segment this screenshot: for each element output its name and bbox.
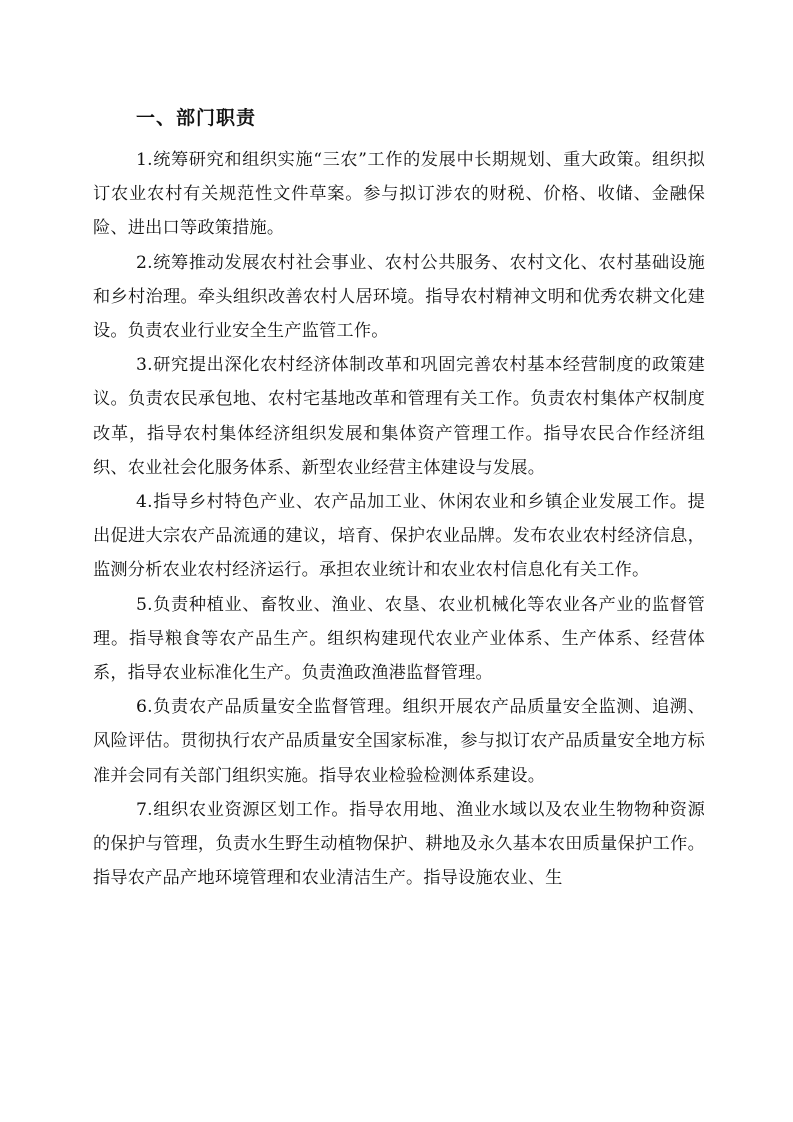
paragraph-4: 4.指导乡村特色产业、农产品加工业、休闲农业和乡镇企业发展工作。提出促进大宗农产品流通的建议，培育、保护农业品牌。发布农业农村经济信息，监测分析农业农村经济运行。承担农业统计和农业农村信息化有关工作。 [93,492,705,581]
paragraph-2: 2.统筹推动发展农村社会事业、农村公共服务、农村文化、农村基础设施和乡村治理。牵头组织改善农村人居环境。指导农村精神文明和优秀农耕文化建设。负责农业行业安全生产监管工作。 [93,252,705,342]
paragraph-1: 1.统筹研究和组织实施“三农”工作的发展中长期规划、重大政策。组织拟订农业农村有关规范性文件草案。参与拟订涉农的财税、价格、收储、金融保险、进出口等政策措施。 [93,150,705,239]
document-body [93,101,705,895]
paragraph-7: 7.组织农业资源区划工作。指导农用地、渔业水域以及农业生物物种资源的保护与管理，负责水生野生动植物保护、耕地及永久基本农田质量保护工作。指导农产品产地环境管理和农业清洁生产。指导设施农业、生 [93,799,705,889]
paragraph-6: 6.负责农产品质量安全监督管理。组织开展农产品质量安全监测、追溯、风险评估。贯彻执行农产品质量安全国家标准，参与拟订农产品质量安全地方标准并会同有关部门组织实施。指导农业检验检测体系建设。 [93,697,705,786]
paragraph-5: 5.负责种植业、畜牧业、渔业、农垦、农业机械化等农业各产业的监督管理。指导粮食等农产品生产。组织构建现代农业产业体系、生产体系、经营体系，指导农业标准化生产。负责渔政渔港监督管理。 [93,594,705,684]
paragraph-3: 3.研究提出深化农村经济体制改革和巩固完善农村基本经营制度的政策建议。负责农民承包地、农村宅基地改革和管理有关工作。负责农村集体产权制度改革，指导农村集体经济组织发展和集体资产管理工作。指导农民合作经济组织、农业社会化服务体系、新型农业经营主体建设与发展。 [93,355,705,478]
section-title: 一、部门职责 [136,107,257,129]
